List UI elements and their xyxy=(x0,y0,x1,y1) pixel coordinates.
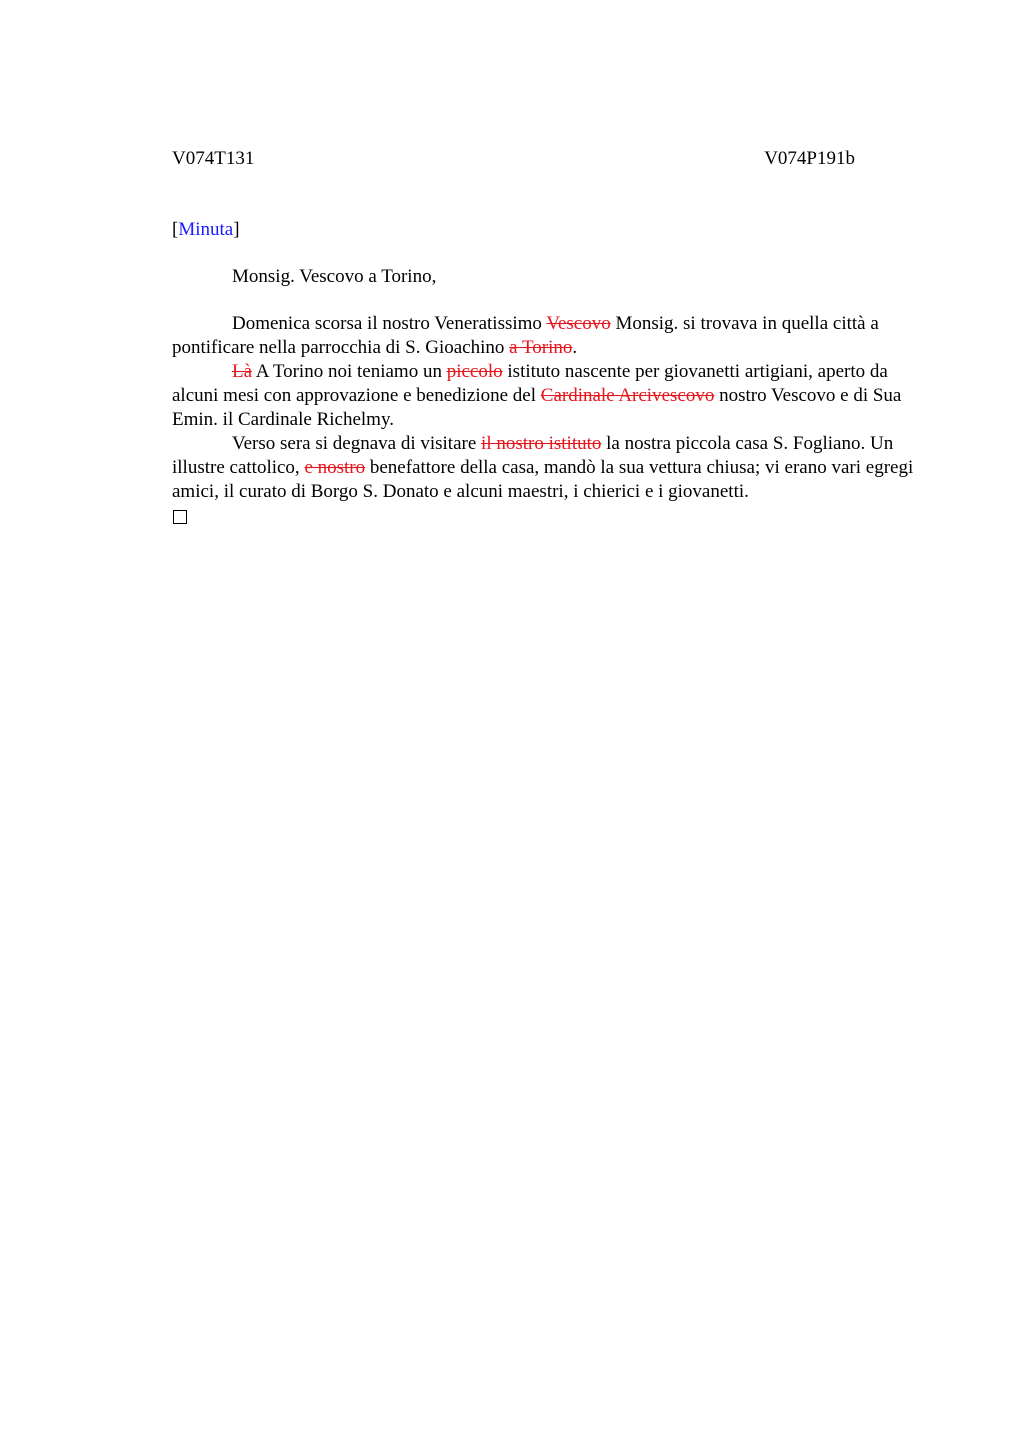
paragraph xyxy=(172,360,932,432)
text-segment: istituto nascente per giovanetti artigiani, aperto da alcuni mesi con approvazione e benedizione del xyxy=(172,361,888,406)
label-open-bracket: [ xyxy=(172,219,179,240)
paragraph xyxy=(172,432,932,504)
document-code-left: V074T131 xyxy=(172,148,255,169)
text-segment: benefattore della casa, mandò la sua vettura chiusa; vi erano vari egregi amici, il curato di Borgo S. Donato e alcuni maestri, i chierici e i giovanetti. xyxy=(172,457,914,502)
document-page xyxy=(172,147,932,524)
document-header xyxy=(172,147,855,171)
label-minuta: Minuta xyxy=(178,219,234,240)
text-segment: la nostra piccola casa S. Fogliano. Un illustre cattolico, xyxy=(172,433,894,478)
empty-square-icon xyxy=(173,510,187,524)
text-segment: Verso sera si degnava di visitare xyxy=(232,433,482,454)
deleted-text: il nostro istituto xyxy=(481,433,602,454)
label-close-bracket: ] xyxy=(233,219,240,240)
deleted-text: Cardinale Arcivescovo xyxy=(540,385,715,406)
salutation: Monsig. Vescovo a Torino, xyxy=(232,266,437,287)
text-segment: A Torino noi teniamo un xyxy=(252,361,447,382)
deleted-text: Là xyxy=(232,361,253,382)
letter-body xyxy=(172,312,932,504)
deleted-text: a Torino xyxy=(509,337,573,358)
document-code-right: V074P191b xyxy=(764,148,855,169)
text-segment: Monsig. si trovava in quella città a pontificare nella parrocchia di S. Gioachino xyxy=(172,313,879,358)
text-segment: Domenica scorsa il nostro Veneratissimo xyxy=(232,313,547,334)
paragraph xyxy=(172,312,932,360)
text-segment: nostro Vescovo e di Sua Emin. il Cardinale Richelmy. xyxy=(172,385,902,430)
deleted-text: e nostro xyxy=(304,457,366,478)
text-segment: . xyxy=(572,337,578,358)
deleted-text: piccolo xyxy=(446,361,503,382)
section-label xyxy=(172,218,932,242)
deleted-text: Vescovo xyxy=(546,313,611,334)
